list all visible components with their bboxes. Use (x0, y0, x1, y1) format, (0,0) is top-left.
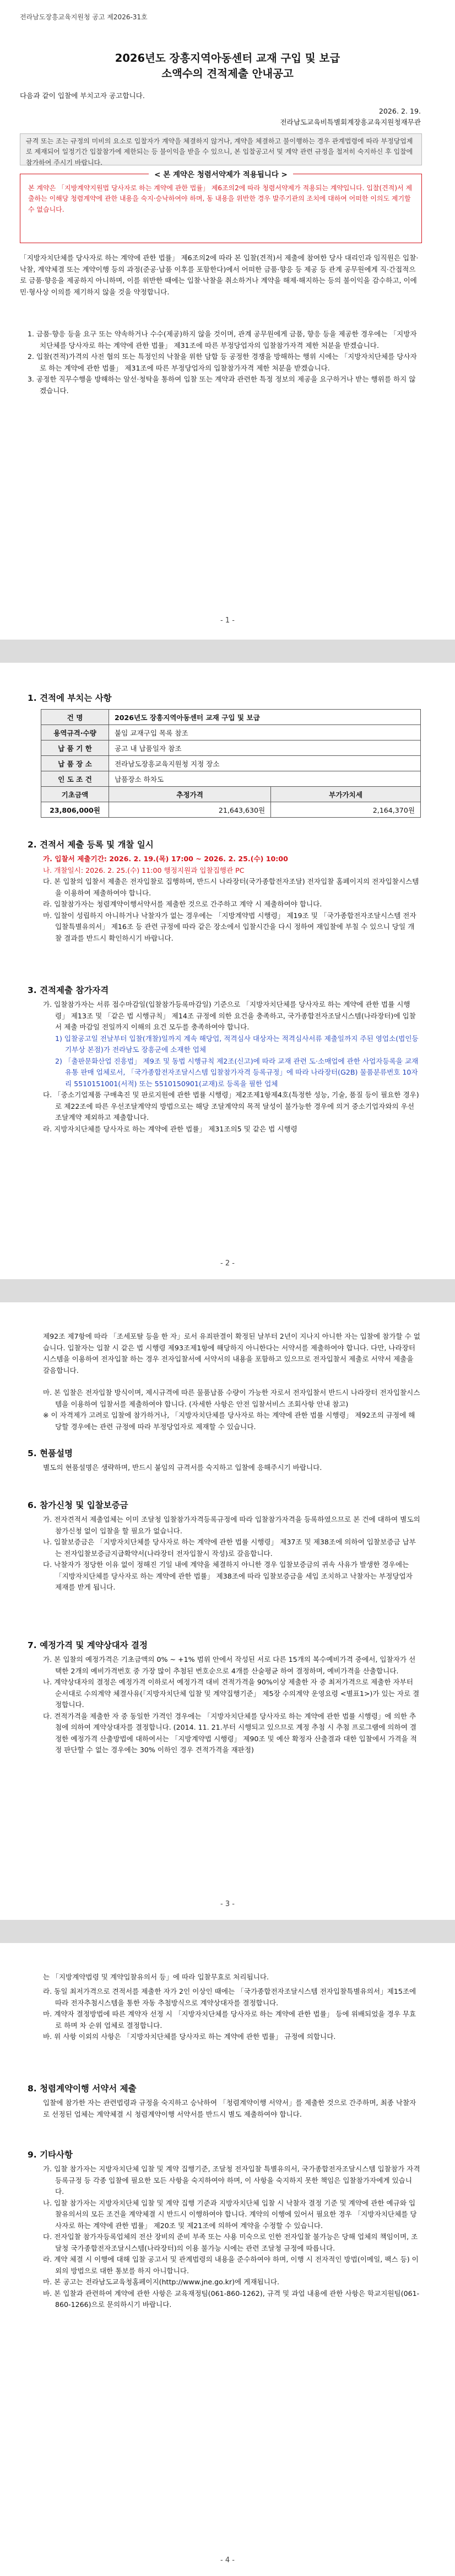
table-key: 용역규격·수량 (41, 725, 109, 740)
price-header: 부가가치세 (271, 787, 421, 802)
table-key: 납 품 장 소 (41, 756, 109, 771)
price-header: 기초금액 (41, 787, 109, 802)
page-3-items (43, 1387, 421, 1432)
section-9-item: 나. 입찰 참가자는 지방자치단체 입찰 및 계약 집행 기준과 지방자치단체 입찰 시 낙찰자 결정 기준 및 계약에 관한 예규와 입찰유의서의 모든 조건을 계약체결 시 반드시 이행하여야 합니다. 계약의 이행에 있어서 필요한 경우 「지방자치단체를 당사자로 하는 계약에 관한 법률」 제20조 및 제21조에 의하여 계약을 수정할 수 있습니다. (43, 2198, 417, 2230)
table-value: 공고 내 납품일자 참조 (109, 740, 421, 756)
integrity-notice-box (20, 170, 422, 243)
law-item: 3. 공정한 직무수행을 방해하는 알선·청탁을 통하여 입찰 또는 계약과 관련한 특정 정보의 제공을 요구하거나 받는 행위를 하지 않겠습니다. (28, 375, 416, 395)
page-4 (0, 1943, 455, 2576)
page-2 (0, 663, 455, 1279)
eligibility-location: 1) 입찰공고일 전날부터 입찰(개찰)일까지 계속 해당업, 적격심사 대상자는 적격심사서류 제출일까지 주된 영업소(법인등기부상 본점)가 전라남도 장흥군에 소재한 업체 (55, 1034, 419, 1054)
section-2-body (43, 854, 421, 944)
section-2-item: 다. 본 입찰의 입찰서 제출은 전자입찰로 집행하며, 반드시 나라장터(국가종합전자조달) 전자입찰 홈페이지의 전자입찰시스템을 이용하여 제출하여야 합니다. (43, 877, 419, 897)
section-7-item: 나. 계약상대자의 결정은 예정가격 이하로서 예정가격 대비 견적가격을 90%이상 제출한 자 중 최저가격으로 제출한 자부터 순서대로 수의계약 체결사유(「지방자치단체 입찰 및 계약집행기준」 제5장 수의계약 운영요령 <별표1>)가 있는 자로 결정합니다. (43, 1678, 420, 1709)
section-3-title: 3. 견적제출 참가자격 (28, 985, 109, 995)
integrity-notice-text: 본 계약은 「지방계약지원법 당사자로 하는 계약에 관한 법률」 제6조의2에 따라 청렴서약제가 적용되는 계약입니다. 입찰(견적)서 제출하는 이해당 청렴계약에 관한 내용을 숙지·승낙하여야 하며, 동 내용을 위반한 경우 발주기관의 조치에 대하여 어떠한 이의도 제기할 수 없습니다. (28, 184, 413, 213)
section-6-body (43, 1514, 421, 1593)
announcement-date: 2026. 2. 19. (378, 107, 421, 115)
section-9-item: 가. 입찰 참가자는 지방자치단체 입찰 및 계약 집행기준, 조달청 전자입찰 특별유의서, 국가종합전자조달시스템 입찰참가 자격등록규정 등 각종 입찰에 필요한 모든 사항을 숙지하여야 하며, 이 사항을 숙지하지 못한 책임은 입찰참가자에게 있습니다. (43, 2165, 420, 2196)
law-item: 2. 입찰(견적)가격의 사전 협의 또는 특정인의 낙찰을 위한 담합 등 공정한 경쟁을 방해하는 행위 시에는 「지방자치단체를 당사자로 하는 계약에 관한 법률」 제31조에 따른 부정당업자의 입찰참가자격 제한 처분을 받겠습니다. (28, 352, 417, 372)
document-title-line2: 소액수의 견적제출 안내공고 (161, 67, 294, 80)
page-3-item: ※ 이 자격제가 고려로 입찰에 참가하거나, 「지방자치단체를 당사자로 하는 계약에 관한 법률 시행령」 제92조의 규정에 해당할 경우에는 관련 규정에 따라 부정당업자로 제재할 수 있습니다. (43, 1411, 415, 1431)
page-number: - 3 - (220, 1900, 235, 1908)
law-item: 1. 금품·향응 등을 요구 또는 약속하거나 수수(제공)하지 않을 것이며, 관계 공무원에게 금품, 향응 등을 제공한 경우에는 「지방자치단체를 당사자로 하는 계약에 관한 법률」 제31조에 따른 부정당업자의 입찰참가자격 제한 처분을 받겠습니다. (28, 330, 417, 350)
section-1-title: 1. 견적에 부치는 사항 (28, 693, 112, 703)
page-4-item: 라. 동일 최저가격으로 견적서를 제출한 자가 2인 이상인 때에는 「국가종합전자조달시스템 전자입찰특별유의서」제15조에 따라 전자추첨시스템을 통한 자동 추첨방식으로 계약상대자를 결정합니다. (43, 1987, 416, 2007)
section-7-item: 다. 견적가격을 제출한 자 중 동일한 가격인 경우에는 「지방자치단체를 당사자로 하는 계약에 관한 법률 시행령」에 의한 추첨에 의하여 계약상대자를 결정합니다. (2014. 11. 21.부터 시행되고 있으므로 계정 추첨 시 추첨 프로그램에 의하여 결정한 예정가격 산출방법에 대하여서는 「지방계약법 시행령」 제90조 및 예산 확정자 산출결과 대한 입찰에서 가격을 적정 판단할 수 없는 경우에는 30% 이하인 경우 견적가격을 재판정) (43, 1711, 417, 1754)
law-items (28, 329, 421, 396)
integrity-notice-title: < 본 계약은 청렴서약제가 적용됩니다 > (149, 170, 293, 179)
page-separator (0, 640, 455, 663)
page-number: - 2 - (220, 1259, 235, 1268)
warning-notice-text: 규격 또는 조는 규정의 미비의 요소로 입찰자가 계약을 체결하지 않거나, 계약을 체결하고 불이행하는 경우 관계법령에 따라 부정당업제로 제재되어 일정기간 입찰참가에 제한되는 등 불이익을 받을 수 있으니, 본 입찰공고서 및 계약 관련 규정을 철저히 숙지하신 후 입찰에 참가하여 주시기 바랍니다. (26, 137, 413, 167)
page-3 (0, 1302, 455, 1920)
section-5-title: 5. 현품설명 (28, 1448, 73, 1458)
section-3-body (43, 999, 421, 1135)
page-number: - 1 - (220, 616, 235, 625)
table-value: 2026년도 장흥지역아동센터 교재 구입 및 보급 (109, 710, 421, 725)
document-code: 전라남도장흥교육지원청 공고 제2026-31호 (20, 13, 148, 21)
section-7-body (43, 1654, 421, 1756)
section-8-text: 입찰에 참가한 자는 관련법령과 규정을 숙지하고 승낙하여 「청렴계약이행 서약서」를 제출한 것으로 간주하며, 최종 낙찰자로 선정된 업체는 계약체결 시 청렴계약이행 서약서를 반드시 별도 제출하여야 합니다. (43, 2099, 416, 2118)
table-value: 붙임 교재구입 목록 참조 (109, 725, 421, 740)
document-title-line1: 2026년도 장흥지역아동센터 교재 구입 및 보급 (115, 52, 340, 65)
vat: 2,164,370원 (271, 802, 421, 818)
page-4-intro: 는 「지방계약법령 및 계약입찰유의서 등」에 따라 입찰무효로 처리됩니다. (43, 1973, 269, 1981)
section-6-item: 가. 전자견적서 제출업체는 이미 조달청 입찰참가자격등록규정에 따라 입찰참가자격을 등록하였으므로 본 건에 대하여 별도의 참가신청 없이 입찰을 할 필요가 없습니다. (43, 1515, 420, 1535)
section-9-body (43, 2164, 421, 2311)
page-4-item: 바. 위 사항 이외의 사항은 「지방자치단체를 당사자로 하는 계약에 관한 법률」 규정에 의합니다. (43, 2032, 336, 2041)
section-7-title: 7. 예정가격 및 계약상대자 결정 (28, 1640, 148, 1650)
warning-notice (20, 133, 422, 165)
price-header: 추정가격 (109, 787, 271, 802)
table-value: 전라남도장흥교육지원청 지정 장소 (109, 756, 421, 771)
issuer: 전라남도교육비특별회계장흥교육지원청재무관 (280, 118, 421, 126)
page-1 (0, 0, 455, 640)
opening-date (43, 865, 421, 877)
section-5-text: 별도의 현품설명은 생략하며, 반드시 붙임의 규격서를 숙지하고 입찰에 응해주시기 바랍니다. (43, 1463, 322, 1472)
page-separator (0, 1279, 455, 1302)
section-6-item: 나. 입찰보증금은 「지방자치단체를 당사자로 하는 계약에 관한 법률 시행령」 제37조 및 제38조에 의하여 입찰보증금 납부는 전자입찰보증금지급확약서(나라장터 전자입찰시 작성)로 갈음합니다. (43, 1538, 416, 1558)
section-6-item: 다. 낙찰자가 정당한 이유 없이 정해진 기일 내에 계약을 체결하지 아니한 경우 입찰보증금의 귀속 사유가 발생한 경우에는 「지방자치단체를 당사자로 하는 계약에 관한 법률」 제38조에 따라 입찰보증금을 세입 조치하고 낙찰자는 부정당업자 제재를 받게 됩니다. (43, 1560, 413, 1591)
page-separator (0, 1920, 455, 1943)
page-number: - 4 - (220, 2556, 235, 2564)
section-2-item: 마. 입찰이 성립하지 아니하거나 낙찰자가 없는 경우에는 「지방계약법 시행령」 제19조 및 「국가종합전자조달시스템 전자입찰특별유의서」 제16조 등 관련 규정에 따라 같은 장소에서 입찰시간을 다시 정하여 재입찰에 부칠 수 있으니 당일 개찰 결과를 반드시 확인하시기 바랍니다. (43, 911, 416, 942)
section-9-item: 라. 계약 체결 시 이행에 대해 입찰 공고서 및 관계법령의 내용을 준수하여야 하며, 이행 시 전자적인 방법(이메일, 팩스 등) 이외의 방법으로 대한 통보를 하지 아니합니다. (43, 2255, 419, 2275)
bid-info-table (41, 709, 421, 818)
section-7-item: 가. 본 입찰의 예정가격은 기초금액의 0% ~ +1% 범위 안에서 작성된 서로 다른 15개의 복수예비가격 중에서, 입찰자가 선택한 2개의 예비가격번호 중 가장 많이 추첨된 번호순으로 4개를 산술평균 하여 결정하며, 예비가격을 산출합니다. (43, 1655, 416, 1675)
bid-period: 가. 입찰서 제출기간: 2026. 2. 19.(목) 17:00 ~ 2026. 2. 25.(수) 10:00 (43, 855, 288, 863)
intro-text: 다음과 같이 입찰에 부치고자 공고합니다. (20, 92, 145, 100)
law-paragraph: 「지방자치단체를 당사자로 하는 계약에 관한 법률」 제6조의2에 따라 본 입찰(견적)서 제출에 참여한 당사 대리인과 임직원은 입찰·낙찰, 계약체결 또는 계약이행 등의 과정(준공·납품 이후를 포함한다)에서 어떠한 금품·향응 등 제공 등 관계 공무원에게 직·간접적으로 금품·향응을 제공하지 아니하며, 이를 위반한 때에는 입찰·낙찰을 취소하거나 계약을 해제·해지하는 등의 불이익을 감수하고, 이에 민·형사상 이의를 제기하지 않을 것을 약정합니다. (20, 254, 419, 296)
section-3-item: 다. 「중소기업제품 구매촉진 및 판로지원에 관한 법률 시행령」제2조제1항제4호(특정한 성능, 기술, 품질 등이 필요한 경우)로 제22조에 따른 우선조달계약의 방법으로는 해당 조달계약의 목적 달성이 불가능한 경우에 의거 중소기업자와의 우선조달계약 제외하고 제출합니다. (43, 1091, 419, 1121)
section-2-title: 2. 견적서 제출 등록 및 개찰 일시 (28, 840, 154, 850)
table-value: 납품장소 하차도 (109, 771, 421, 787)
website-notice: 마. 본 공고는 전라남도교육청홈페이지(http://www.jne.go.kr)에 게재됩니다. (43, 2278, 279, 2286)
page-3-item: 마. 본 입찰은 전자입찰 방식이며, 제시규격에 따른 물품납품 수량이 가능한 자로서 전자입찰서 반드시 나라장터 전자입찰시스템을 이용하여 입찰서를 제출하여야 합니다. (자세한 사항은 안전 입찰서비스 조회사항 안내 참고) (43, 1388, 420, 1408)
page-4-item: 마. 계약자 결정방법에 따른 계약자 선정 시 「지방자치단체를 당사자로 하는 계약에 관한 법률」 등에 위배되었을 경우 무효로 하며 차 순위 업체로 결정합니다. (43, 2010, 416, 2030)
section-3-item: 라. 지방자치단체를 당사자로 하는 계약에 관한 법률」 제31조의5 및 같은 법 시행령 (43, 1124, 297, 1133)
table-key: 건 명 (41, 710, 109, 725)
section-8-title: 8. 청렴계약이행 서약서 제출 (28, 2084, 137, 2094)
section-9-item: 다. 전자입찰 참가자등록업체의 전산 장비의 준비 부족 또는 사용 미숙으로 인한 전자입찰 불가능은 당해 업체의 책임이며, 조달청 국가종합전자조달시스템(나라장터)의 이용 불가능 시에는 관련 조달청 규정에 따릅니다. (43, 2232, 418, 2252)
section-9-title: 9. 기타사항 (28, 2150, 73, 2160)
eligibility-business: 2) 「출판문화산업 진흥법」 제9조 및 동법 시행규칙 제2조(신고)에 따라 교재 관련 도·소매업에 관한 사업자등록을 교재 유통 판매 업체로서, 「국가종합전자조달시스템 입찰참가자격 등록규정」에 따라 나라장터(G2B) 물품분류번호 10자리 5510151001(서적) 또는 5510150901(교재)로 등록을 필한 업체 (55, 1056, 419, 1088)
section-2-item: 라. 입찰참가자는 청렴계약이행서약서를 제출한 것으로 간주하고 계약 시 제출하여야 합니다. (43, 900, 322, 908)
section-3-item: 가. 입찰참가자는 서류 접수마감일(입찰참가등록마감일) 기준으로 「지방자치단체를 당사자로 하는 계약에 관한 법률 시행령」 제13조 및 「같은 법 시행규칙」 제14조 규정에 의한 요건을 충족하고, 국가종합전자조달시스템(나라장터)에 입찰서 제출 마감일 전일까지 이해의 요건 모두를 충족하여야 합니다. (43, 1000, 416, 1031)
table-key: 납 품 기 한 (41, 740, 109, 756)
table-key: 인 도 조 건 (41, 771, 109, 787)
base-price: 23,806,000원 (41, 802, 109, 818)
opening-date-text: 나. 개찰일시: 2026. 2. 25.(수) 11:00 행정지원과 입찰집행관 PC (43, 866, 245, 874)
page-4-items (43, 1986, 421, 2043)
contact-info: 바. 본 입찰과 관련하여 계약에 관한 사항은 교육재정팀(061-860-1262), 규격 및 과업 내용에 관한 사항은 학교지원팀(061-860-1266)으로 문의하시기 바랍니다. (43, 2289, 420, 2309)
page-3-intro: 제92조 제7항에 따라 「조세포탈 등을 한 자」로서 유죄판결이 확정된 날부터 2년이 지나지 아니한 자는 입찰에 참가할 수 없습니다. 입찰자는 입찰 시 같은 법 시행령 제93조제1항에 해당하지 아니한다는 서약서를 제출하여야 합니다. 다만, 나라장터 시스템을 이용하여 전자입찰 하는 경우 전자입찰서에 서약서의 내용을 포함하고 있으므로 전자입찰서 제출로 서약서 제출을 갈음합니다. (43, 1332, 420, 1375)
estimated-price: 21,643,630원 (109, 802, 271, 818)
section-6-title: 6. 참가신청 및 입찰보증금 (28, 1500, 128, 1510)
